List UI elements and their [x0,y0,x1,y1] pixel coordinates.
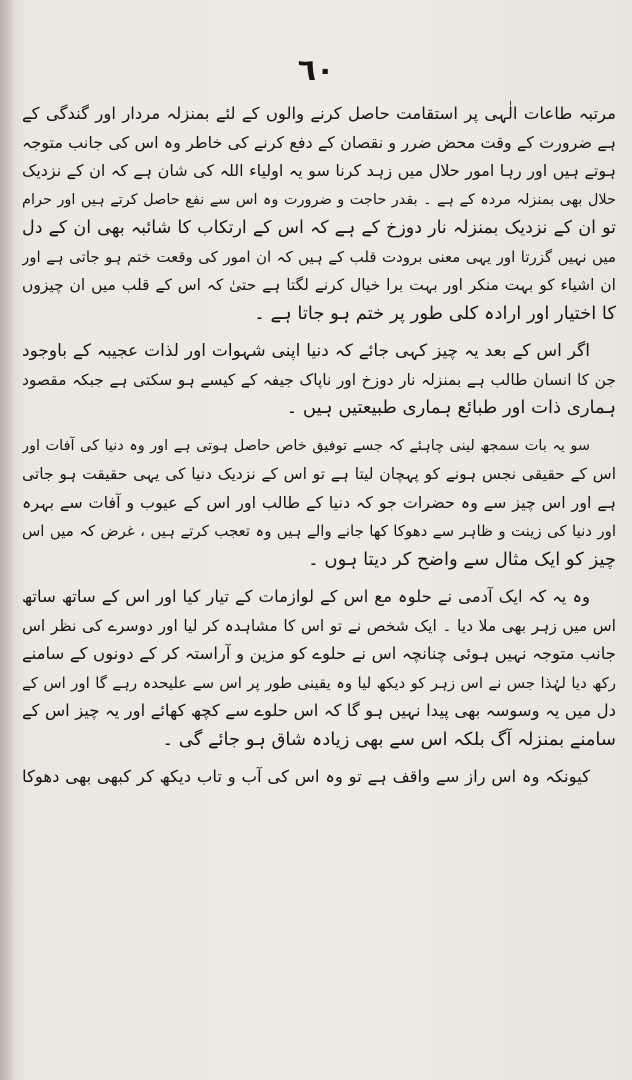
text-line: مرتبہ طاعات الٰہی پر استقامت حاصل کرنے والوں کے لئے بمنزلہ مردار اور گندگی کے [22,104,616,123]
page-binding-shadow [0,0,14,1080]
text-line: کا اختیار اور ارادہ کلی طور پر ختم ہو جاتا ہے ۔ [254,302,616,324]
text-line: ہے ضرورت کے وقت محض ضرر و نقصان کے دفع کرنے کی خاطر وہ اس کی جانب متوجہ [22,132,616,152]
text-line: ہوتے ہیں اور رہا امور حلال میں زہد کرنا سو یہ اولیاء اللہ کی شان ہے کہ ان کے نزدیک [22,161,616,180]
text-line: سو یہ بات سمجھ لینی چاہئے کہ جسے توفیق خاص حاصل ہوتی ہے اور وہ دنیا کی آفات اور [22,437,590,454]
text-line: حلال بھی بمنزلہ مردہ کے ہے ۔ بقدر حاجت و ضرورت وہ اس سے نفع حاصل کرتے ہیں اور حرام [22,191,616,208]
page-number: ٦٠ [297,53,335,88]
text-line: جن کا انسان طالب ہے بمنزلہ نار دوزخ اور ناپاک جیفہ کے کیسے ہو سکتی ہے جبکہ مقصود [22,370,616,389]
body-text [22,100,616,792]
paragraph-5 [22,763,616,792]
text-line: اگر اس کے بعد یہ چیز کہی جائے کہ دنیا اپنی شہوات اور لذات عجیبہ کے باوجود [22,341,590,361]
text-line: اس کے حقیقی نجس ہونے کو پہچان لیتا ہے تو اس کے نزدیک دنیا کی یہی حقیقت ہو جاتی [22,465,616,483]
paragraph-1 [22,100,616,328]
text-line: کیونکہ وہ اس راز سے واقف ہے تو وہ اس کی آب و تاب دیکھ کر کبھی بھی دھوکا [22,767,590,786]
text-line: تو ان کے نزدیک بمنزلہ نار دوزخ کے ہے کہ اس کے ارتکاب کا شائبہ بھی ان کے دل [22,218,616,238]
text-line: ہماری ذات اور طبائع ہماری طبیعتیں ہیں ۔ [286,397,616,418]
text-line: ہے اور اس چیز سے وہ حضرات جو کہ دنیا کے طالب اور اس کے عیوب و آفات سے بہرہ [22,492,616,512]
text-line: رکھ دیا لہٰذا جس نے اس زہر کو دیکھ لیا وہ یقینی طور پر اس سے علیحدہ رہے گا اور اس کے [22,673,616,692]
text-line: وہ یہ کہ ایک آدمی نے حلوہ مع اس کے لوازمات کے تیار کیا اور اس کے ساتھ ساتھ [22,587,590,606]
paragraph-4 [22,583,616,754]
paragraph-2 [22,337,616,423]
text-line: میں نہیں گزرتا اور یہی معنی برودت قلب کے ہیں کہ ان امور کی وقعت ختم ہو جاتی ہے اور [22,247,616,266]
paragraph-3 [22,432,616,575]
text-line: سامنے بمنزلہ آگ بلکہ اس سے بھی زیادہ شاق ہو جائے گی ۔ [162,728,616,750]
text-line: چیز کو ایک مثال سے واضح کر دیتا ہوں ۔ [308,548,616,570]
text-line: اور دنیا کی زینت و ظاہر سے دھوکا کھا جانے والے ہیں وہ تعجب کرتے ہیں ، غرض کہ میں اس [22,522,616,540]
text-line: ان اشیاء کو بہت منکر اور بہت برا خیال کرنے لگتا ہے حتیٰ کہ اس کے قلب میں ان چیزوں [22,276,616,294]
text-line: اس میں زہر بھی ملا دیا ۔ ایک شخص نے تو اس کا مشاہدہ کر لیا اور دوسرے کی نظر اس [22,616,616,635]
text-line: جانب متوجہ نہیں ہوئی چنانچہ اس نے حلوے کو مزین و آراستہ کر کے دونوں کے سامنے [22,644,616,663]
text-line: دل میں یہ وسوسہ بھی پیدا نہیں ہو گا کہ اس حلوے سے کچھ کھائے اور یہ چیز اس کے [22,701,616,720]
